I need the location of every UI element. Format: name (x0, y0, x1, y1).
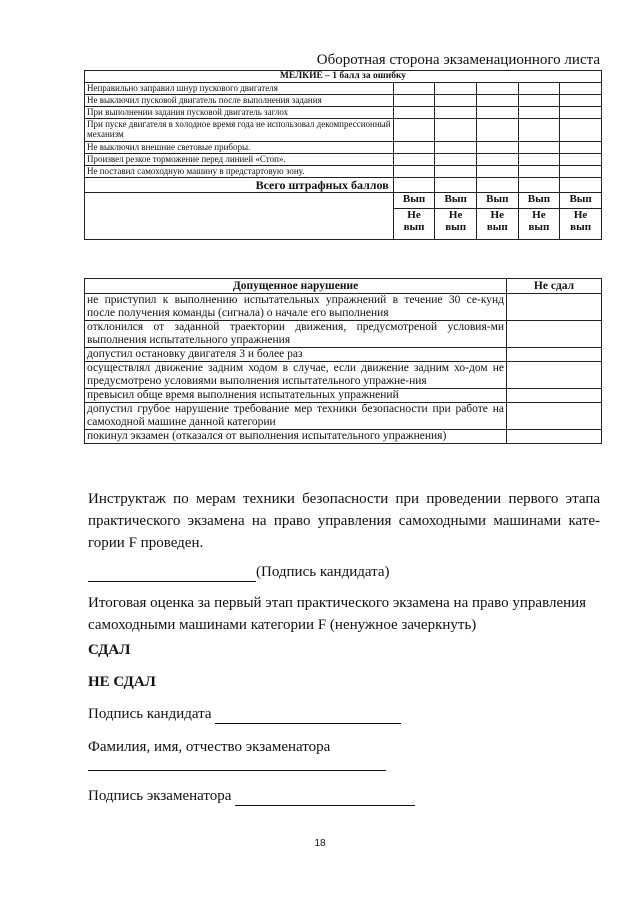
penalty-description: Произвел резкое торможение перед линией «Стоп». (85, 154, 394, 166)
fail-label-line2: вып (528, 221, 550, 234)
pass-label: Вып (435, 193, 477, 209)
pass-label: Вып (476, 193, 518, 209)
signature-blank[interactable] (88, 566, 256, 582)
fail-mark-cell (507, 430, 602, 444)
briefing-paragraph: Инструктаж по мерам техники безопасности при проведении первого этапа практического экзамена на право управления самоходными машинами кате-гории F проведен. (88, 491, 600, 551)
violation-column-header: Допущенное нарушение (85, 279, 507, 294)
fail-label-line2: вып (570, 221, 592, 234)
fail-label-line1: Не (573, 209, 588, 222)
penalty-description: Не выключил пусковой двигатель после выполнения задания (85, 95, 394, 107)
violations-table (84, 278, 602, 444)
score-cell (476, 107, 518, 119)
fail-mark-cell (507, 294, 602, 321)
table-row (85, 95, 602, 107)
fail-mark-cell (507, 389, 602, 403)
pass-label: Вып (393, 193, 435, 209)
score-cell (560, 95, 602, 107)
score-cell (393, 119, 435, 142)
score-cell (435, 95, 477, 107)
score-cell (518, 166, 560, 178)
table-row (85, 430, 602, 444)
table-row (85, 142, 602, 154)
option-fail[interactable]: НЕ СДАЛ (88, 674, 156, 690)
total-penalty-label: Всего штрафных баллов (85, 178, 394, 193)
examiner-signature-blank[interactable] (235, 790, 415, 806)
score-cell (435, 119, 477, 142)
candidate-signature-row (88, 704, 401, 724)
minor-penalty-heading: МЕЛКИЕ – 1 балл за ошибку (85, 71, 602, 83)
pass-label: Вып (560, 193, 602, 209)
table-row (85, 166, 602, 178)
score-cell (560, 154, 602, 166)
penalty-description: Не поставил самоходную машину в предстартовую зону. (85, 166, 394, 178)
fail-column-header: Не сдал (507, 279, 602, 294)
table-row (85, 348, 602, 362)
score-cell (393, 154, 435, 166)
penalty-description: При выполнении задания пусковой двигатель заглох (85, 107, 394, 119)
score-cell (476, 83, 518, 95)
page-header: Оборотная сторона экзаменационного листа (316, 52, 600, 68)
fail-label (560, 209, 602, 240)
total-cell (476, 178, 518, 193)
violation-description: превысил обще время выполнения испытательных упражнений (85, 389, 507, 403)
minor-penalty-table (84, 70, 602, 240)
total-cell (435, 178, 477, 193)
score-cell (518, 95, 560, 107)
score-cell (435, 142, 477, 154)
score-cell (560, 107, 602, 119)
table-row (85, 107, 602, 119)
violation-description: не приступил к выполнению испытательных упражнений в течение 30 се-кунд после получения команды (сигнала) о начале его выполнения (85, 294, 507, 321)
fail-label-line1: Не (407, 209, 421, 222)
fail-label-line1: Не (490, 209, 504, 222)
table-row (85, 154, 602, 166)
violation-description: покинул экзамен (отказался от выполнения испытательного упражнения) (85, 430, 507, 444)
fail-mark-cell (507, 403, 602, 430)
score-cell (476, 119, 518, 142)
total-row (85, 178, 602, 193)
table-row (85, 119, 602, 142)
candidate-signature-label: Подпись кандидата (88, 706, 212, 722)
score-cell (560, 83, 602, 95)
table-row (85, 294, 602, 321)
fail-mark-cell (507, 321, 602, 348)
candidate-signature-note: (Подпись кандидата) (256, 564, 390, 580)
fail-mark-cell (507, 348, 602, 362)
fail-label (435, 209, 477, 240)
fail-mark-cell (507, 362, 602, 389)
score-cell (476, 142, 518, 154)
score-cell (518, 107, 560, 119)
score-cell (560, 166, 602, 178)
fail-label-line1: Не (448, 209, 463, 222)
fail-label (393, 209, 435, 240)
score-cell (435, 166, 477, 178)
page-number: 18 (314, 838, 326, 849)
result-blank-cell (85, 193, 394, 240)
violation-description: допустил остановку двигателя 3 и более раз (85, 348, 507, 362)
fail-label-line2: вып (486, 221, 508, 234)
table-row (85, 403, 602, 430)
option-pass[interactable]: СДАЛ (88, 642, 131, 658)
score-cell (393, 142, 435, 154)
total-cell (560, 178, 602, 193)
fail-label-line2: вып (403, 221, 425, 234)
score-cell (560, 119, 602, 142)
table-row (85, 83, 602, 95)
examiner-signature-row (88, 786, 415, 806)
table-row (85, 321, 602, 348)
total-cell (518, 178, 560, 193)
candidate-signature-line (88, 562, 390, 582)
score-cell (518, 154, 560, 166)
fail-label (518, 209, 560, 240)
score-cell (476, 154, 518, 166)
examiner-name-label: Фамилия, имя, отчество экзаменатора (88, 739, 331, 755)
score-cell (476, 95, 518, 107)
penalty-description: Не выключил внешние световые приборы. (85, 142, 394, 154)
score-cell (393, 95, 435, 107)
violation-description: отклонился от заданной траектории движения, предусмотреной условия-ми выполнения испытательного упражнения (85, 321, 507, 348)
penalty-description: Неправильно заправил шнур пускового двигателя (85, 83, 394, 95)
violation-description: осуществлял движение задним ходом в случае, если движение задним хо-дом не предусмотрено условиями выполнения испытательного упражне-ния (85, 362, 507, 389)
score-cell (435, 154, 477, 166)
score-cell (435, 83, 477, 95)
score-cell (476, 166, 518, 178)
score-cell (518, 119, 560, 142)
examiner-name-row (88, 751, 386, 771)
table-row (85, 362, 602, 389)
fail-label-line1: Не (532, 209, 546, 222)
examiner-name-blank[interactable] (88, 755, 386, 771)
score-cell (518, 142, 560, 154)
result-row (85, 193, 602, 209)
table-row (85, 389, 602, 403)
score-cell (393, 83, 435, 95)
fail-label-line2: вып (445, 221, 467, 234)
pass-label: Вып (518, 193, 560, 209)
score-cell (393, 166, 435, 178)
score-cell (435, 107, 477, 119)
score-cell (393, 107, 435, 119)
examiner-signature-label: Подпись экзаменатора (88, 788, 232, 804)
score-cell (560, 142, 602, 154)
fail-label (476, 209, 518, 240)
candidate-signature-blank[interactable] (215, 708, 401, 724)
penalty-description: При пуске двигателя в холодное время года не использовал декомпрессионный механизм (85, 119, 394, 142)
final-grade-paragraph: Итоговая оценка за первый этап практического экзамена на право управления самоходными машинами категории F (ненужное зачеркнуть) (88, 595, 587, 633)
total-cell (393, 178, 435, 193)
score-cell (518, 83, 560, 95)
violation-description: допустил грубое нарушение требование мер техники безопасности при работе на самоходной машине данной категории (85, 403, 507, 430)
